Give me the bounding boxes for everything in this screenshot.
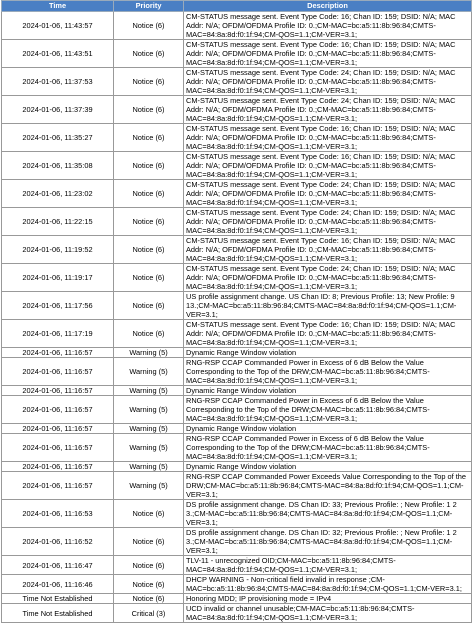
cell-priority: Notice (6): [114, 152, 184, 180]
cell-description: CM-STATUS message sent. Event Type Code: 24; Chan ID: 159; DSID: N/A; MAC Addr: N/A; OFDM/OFDMA Profile ID: 0.;CM-MAC=bc:a5:11:8b:96:84;CMTS-MAC=84:8a:8d:f0:1f:94;CM-QOS=1.1;CM-VER=3.1;: [184, 208, 472, 236]
cell-priority: Notice (6): [114, 500, 184, 528]
cell-description: Dynamic Range Window violation: [184, 462, 472, 472]
cell-time: 2024-01-06, 11:16:57: [2, 434, 114, 462]
cell-priority: Warning (5): [114, 424, 184, 434]
cell-priority: Notice (6): [114, 292, 184, 320]
cell-time: 2024-01-06, 11:16:53: [2, 500, 114, 528]
cell-description: CM-STATUS message sent. Event Type Code: 16; Chan ID: 159; DSID: N/A; MAC Addr: N/A; OFDM/OFDMA Profile ID: 0.;CM-MAC=bc:a5:11:8b:96:84;CMTS-MAC=84:8a:8d:f0:1f:94;CM-QOS=1.1;CM-VER=3.1;: [184, 236, 472, 264]
cell-priority: Notice (6): [114, 124, 184, 152]
cell-priority: Warning (5): [114, 358, 184, 386]
cell-time: 2024-01-06, 11:16:57: [2, 386, 114, 396]
table-row: [2, 264, 472, 292]
cell-time: Time Not Established: [2, 604, 114, 623]
cell-priority: Notice (6): [114, 575, 184, 594]
cell-description: CM-STATUS message sent. Event Type Code: 16; Chan ID: 159; DSID: N/A; MAC Addr: N/A; OFDM/OFDMA Profile ID: 0.;CM-MAC=bc:a5:11:8b:96:84;CMTS-MAC=84:8a:8d:f0:1f:94;CM-QOS=1.1;CM-VER=3.1;: [184, 152, 472, 180]
cell-priority: Critical (3): [114, 604, 184, 623]
table-header: [2, 1, 472, 12]
table-row: [2, 528, 472, 556]
cell-time: 2024-01-06, 11:35:27: [2, 124, 114, 152]
cell-description: CM-STATUS message sent. Event Type Code: 24; Chan ID: 159; DSID: N/A; MAC Addr: N/A; OFDM/OFDMA Profile ID: 0.;CM-MAC=bc:a5:11:8b:96:84;CMTS-MAC=84:8a:8d:f0:1f:94;CM-QOS=1.1;CM-VER=3.1;: [184, 180, 472, 208]
cell-priority: Notice (6): [114, 40, 184, 68]
column-header-time[interactable]: Time: [2, 1, 114, 12]
cell-description: CM-STATUS message sent. Event Type Code: 24; Chan ID: 159; DSID: N/A; MAC Addr: N/A; OFDM/OFDMA Profile ID: 0.;CM-MAC=bc:a5:11:8b:96:84;CMTS-MAC=84:8a:8d:f0:1f:94;CM-QOS=1.1;CM-VER=3.1;: [184, 96, 472, 124]
cell-priority: Notice (6): [114, 236, 184, 264]
table-row: [2, 348, 472, 358]
cell-priority: Notice (6): [114, 12, 184, 40]
cell-priority: Notice (6): [114, 528, 184, 556]
event-log-table: [1, 0, 472, 623]
cell-description: UCD invalid or channel unusable;CM-MAC=bc:a5:11:8b:96:84;CMTS-MAC=84:8a:8d:f0:1f:94;CM-QOS=1.1;CM-VER=3.1;: [184, 604, 472, 623]
cell-description: CM-STATUS message sent. Event Type Code: 24; Chan ID: 159; DSID: N/A; MAC Addr: N/A; OFDM/OFDMA Profile ID: 0.;CM-MAC=bc:a5:11:8b:96:84;CMTS-MAC=84:8a:8d:f0:1f:94;CM-QOS=1.1;CM-VER=3.1;: [184, 264, 472, 292]
cell-description: Honoring MDD; IP provisioning mode = IPv4: [184, 594, 472, 604]
cell-description: Dynamic Range Window violation: [184, 386, 472, 396]
table-row: [2, 396, 472, 424]
cell-description: TLV-11 - unrecognized OID;CM-MAC=bc:a5:11:8b:96:84;CMTS-MAC=84:8a:8d:f0:1f:94;CM-QOS=1.1;CM-VER=3.1;: [184, 556, 472, 575]
table-row: [2, 500, 472, 528]
cell-time: 2024-01-06, 11:16:57: [2, 396, 114, 424]
cell-description: Dynamic Range Window violation: [184, 348, 472, 358]
cell-time: 2024-01-06, 11:16:57: [2, 472, 114, 500]
table-row: [2, 434, 472, 462]
cell-time: 2024-01-06, 11:16:57: [2, 424, 114, 434]
table-row: [2, 320, 472, 348]
cell-description: RNG-RSP CCAP Commanded Power in Excess of 6 dB Below the Value Corresponding to the Top of the DRW;CM-MAC=bc:a5:11:8b:96:84;CMTS-MAC=84:8a:8d:f0:1f:94;CM-QOS=1.1;CM-VER=3.1;: [184, 396, 472, 424]
cell-priority: Notice (6): [114, 96, 184, 124]
cell-description: Dynamic Range Window violation: [184, 424, 472, 434]
cell-time: 2024-01-06, 11:43:51: [2, 40, 114, 68]
cell-priority: Warning (5): [114, 472, 184, 500]
cell-priority: Notice (6): [114, 594, 184, 604]
cell-description: CM-STATUS message sent. Event Type Code: 16; Chan ID: 159; DSID: N/A; MAC Addr: N/A; OFDM/OFDMA Profile ID: 0.;CM-MAC=bc:a5:11:8b:96:84;CMTS-MAC=84:8a:8d:f0:1f:94;CM-QOS=1.1;CM-VER=3.1;: [184, 124, 472, 152]
table-row: [2, 556, 472, 575]
cell-priority: Notice (6): [114, 180, 184, 208]
cell-time: 2024-01-06, 11:19:52: [2, 236, 114, 264]
cell-time: 2024-01-06, 11:19:17: [2, 264, 114, 292]
cell-priority: Warning (5): [114, 348, 184, 358]
cell-description: RNG-RSP CCAP Commanded Power Exceeds Value Corresponding to the Top of the DRW;CM-MAC=bc:a5:11:8b:96:84;CMTS-MAC=84:8a:8d:f0:1f:94;CM-QOS=1.1;CM-VER=3.1;: [184, 472, 472, 500]
cell-time: 2024-01-06, 11:17:56: [2, 292, 114, 320]
table-row: [2, 40, 472, 68]
cell-priority: Notice (6): [114, 208, 184, 236]
table-row: [2, 575, 472, 594]
table-row: [2, 292, 472, 320]
cell-description: RNG-RSP CCAP Commanded Power in Excess of 6 dB Below the Value Corresponding to the Top of the DRW;CM-MAC=bc:a5:11:8b:96:84;CMTS-MAC=84:8a:8d:f0:1f:94;CM-QOS=1.1;CM-VER=3.1;: [184, 434, 472, 462]
cell-description: DS profile assignment change. DS Chan ID: 33; Previous Profile: ; New Profile: 1 2 3.;CM-MAC=bc:a5:11:8b:96:84;CMTS-MAC=84:8a:8d:f0:1f:94;CM-QOS=1.1;CM-VER=3.1;: [184, 500, 472, 528]
cell-time: 2024-01-06, 11:23:02: [2, 180, 114, 208]
cell-description: DS profile assignment change. DS Chan ID: 32; Previous Profile: ; New Profile: 1 2 3.;CM-MAC=bc:a5:11:8b:96:84;CMTS-MAC=84:8a:8d:f0:1f:94;CM-QOS=1.1;CM-VER=3.1;: [184, 528, 472, 556]
table-row: [2, 124, 472, 152]
table-row: [2, 594, 472, 604]
cell-time: 2024-01-06, 11:37:53: [2, 68, 114, 96]
cell-time: 2024-01-06, 11:16:52: [2, 528, 114, 556]
table-row: [2, 424, 472, 434]
cell-time: Time Not Established: [2, 594, 114, 604]
column-header-description[interactable]: Description: [184, 1, 472, 12]
cell-time: 2024-01-06, 11:16:57: [2, 358, 114, 386]
table-body: [2, 12, 472, 623]
cell-description: CM-STATUS message sent. Event Type Code: 24; Chan ID: 159; DSID: N/A; MAC Addr: N/A; OFDM/OFDMA Profile ID: 0.;CM-MAC=bc:a5:11:8b:96:84;CMTS-MAC=84:8a:8d:f0:1f:94;CM-QOS=1.1;CM-VER=3.1;: [184, 68, 472, 96]
cell-time: 2024-01-06, 11:16:57: [2, 348, 114, 358]
cell-priority: Notice (6): [114, 556, 184, 575]
cell-time: 2024-01-06, 11:16:57: [2, 462, 114, 472]
table-row: [2, 604, 472, 623]
cell-description: CM-STATUS message sent. Event Type Code: 16; Chan ID: 159; DSID: N/A; MAC Addr: N/A; OFDM/OFDMA Profile ID: 0.;CM-MAC=bc:a5:11:8b:96:84;CMTS-MAC=84:8a:8d:f0:1f:94;CM-QOS=1.1;CM-VER=3.1;: [184, 40, 472, 68]
table-row: [2, 462, 472, 472]
cell-priority: Warning (5): [114, 386, 184, 396]
cell-priority: Notice (6): [114, 320, 184, 348]
table-row: [2, 152, 472, 180]
cell-description: CM-STATUS message sent. Event Type Code: 16; Chan ID: 159; DSID: N/A; MAC Addr: N/A; OFDM/OFDMA Profile ID: 0.;CM-MAC=bc:a5:11:8b:96:84;CMTS-MAC=84:8a:8d:f0:1f:94;CM-QOS=1.1;CM-VER=3.1;: [184, 12, 472, 40]
column-header-priority[interactable]: Priority: [114, 1, 184, 12]
table-row: [2, 96, 472, 124]
cell-description: RNG-RSP CCAP Commanded Power in Excess of 6 dB Below the Value Corresponding to the Top of the DRW;CM-MAC=bc:a5:11:8b:96:84;CMTS-MAC=84:8a:8d:f0:1f:94;CM-QOS=1.1;CM-VER=3.1;: [184, 358, 472, 386]
cell-time: 2024-01-06, 11:22:15: [2, 208, 114, 236]
cell-time: 2024-01-06, 11:43:57: [2, 12, 114, 40]
cell-description: US profile assignment change. US Chan ID: 8; Previous Profile: 13; New Profile: 9 13.;CM-MAC=bc:a5:11:8b:96:84;CMTS-MAC=84:8a:8d:f0:1f:94;CM-QOS=1.1;CM-VER=3.1;: [184, 292, 472, 320]
cell-time: 2024-01-06, 11:17:19: [2, 320, 114, 348]
cell-priority: Warning (5): [114, 434, 184, 462]
cell-time: 2024-01-06, 11:16:47: [2, 556, 114, 575]
cell-time: 2024-01-06, 11:37:39: [2, 96, 114, 124]
table-row: [2, 386, 472, 396]
table-row: [2, 472, 472, 500]
table-row: [2, 12, 472, 40]
table-row: [2, 358, 472, 386]
cell-time: 2024-01-06, 11:16:46: [2, 575, 114, 594]
cell-priority: Warning (5): [114, 396, 184, 424]
table-row: [2, 236, 472, 264]
cell-time: 2024-01-06, 11:35:08: [2, 152, 114, 180]
cell-priority: Notice (6): [114, 68, 184, 96]
table-row: [2, 68, 472, 96]
table-row: [2, 180, 472, 208]
cell-description: CM-STATUS message sent. Event Type Code: 16; Chan ID: 159; DSID: N/A; MAC Addr: N/A; OFDM/OFDMA Profile ID: 0.;CM-MAC=bc:a5:11:8b:96:84;CMTS-MAC=84:8a:8d:f0:1f:94;CM-QOS=1.1;CM-VER=3.1;: [184, 320, 472, 348]
table-row: [2, 208, 472, 236]
header-row: [2, 1, 472, 12]
cell-priority: Warning (5): [114, 462, 184, 472]
cell-priority: Notice (6): [114, 264, 184, 292]
cell-description: DHCP WARNING - Non-critical field invalid in response ;CM-MAC=bc:a5:11:8b:96:84;CMTS-MAC=84:8a:8d:f0:1f:94;CM-QOS=1.1;CM-VER=3.1;: [184, 575, 472, 594]
